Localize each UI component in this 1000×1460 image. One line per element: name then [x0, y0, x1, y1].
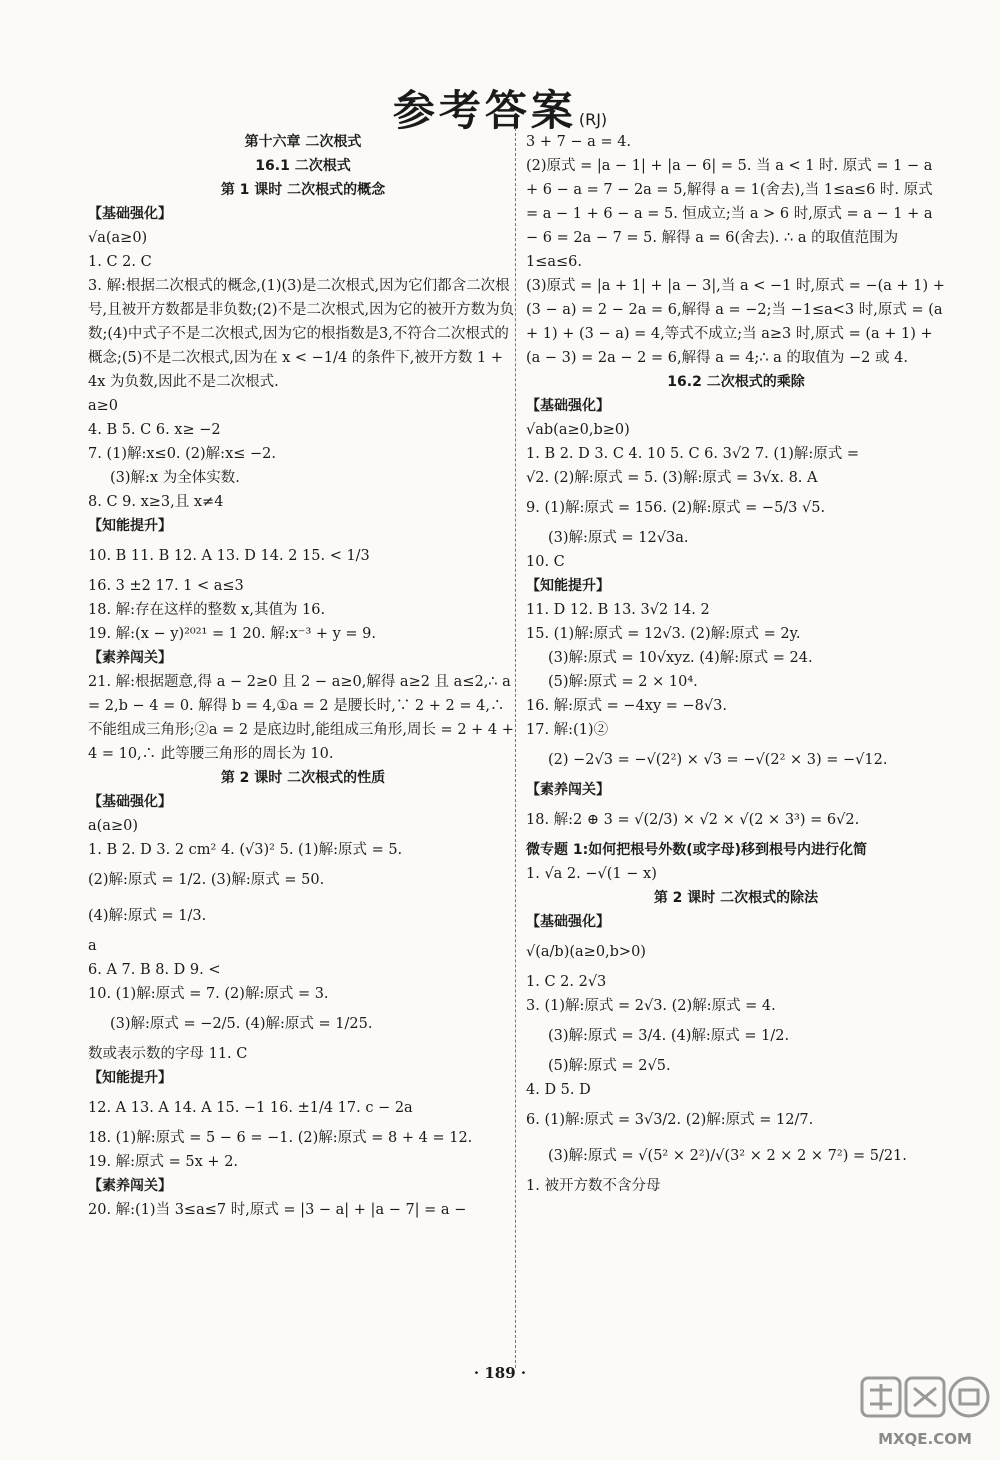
left-column [88, 130, 518, 1222]
left-answer-line: 3. 解:根据二次根式的概念,(1)(3)是二次根式,因为它们都含二次根号,且被开方数都是非负数;(2)不是二次根式,因为它的被开方数为负数;(4)中式子不是二次根式,因为它的根指数是3,不符合二次根式的概念;(5)不是二次根式,因为在 x < −1/4 的条件下,被开方数 1 + 4x 为负数,因此不是二次根式. [88, 278, 515, 390]
left-answer-line: √a(a≥0) [88, 230, 148, 246]
watermark-url: MXQE.COM [878, 1430, 972, 1448]
right-answer-line: (5)解:原式 = 2√5. [548, 1058, 671, 1074]
right-answer-line: 17. 解:(1)② [526, 722, 609, 738]
right-heading: 16.2 二次根式的乘除 [667, 374, 805, 390]
right-answer-line: 3. (1)解:原式 = 2√3. (2)解:原式 = 4. [526, 998, 776, 1014]
right-column [526, 130, 946, 1198]
watermark-stamp [856, 1374, 994, 1448]
left-answer-line: 4. B 5. C 6. x≥ −2 [88, 422, 221, 438]
right-answer-line: 10. C [526, 554, 565, 570]
right-answer-line: (5)解:原式 = 2 × 10⁴. [548, 674, 698, 690]
right-answer-line: 4. D 5. D [526, 1082, 591, 1098]
page-number: · 189 · [473, 1364, 527, 1382]
right-answer-line: 11. D 12. B 13. 3√2 14. 2 [526, 602, 710, 618]
left-section-heading: 【知能提升】 [88, 1070, 172, 1086]
right-answer-line: √(a/b)(a≥0,b>0) [526, 944, 646, 960]
right-answer-line: 6. (1)解:原式 = 3√3/2. (2)解:原式 = 12/7. [526, 1112, 814, 1128]
right-answer-line: 16. 解:原式 = −4xy = −8√3. [526, 698, 727, 714]
right-answer-line: √ab(a≥0,b≥0) [526, 422, 630, 438]
right-answer-line: 15. (1)解:原式 = 12√3. (2)解:原式 = 2y. [526, 626, 801, 642]
right-answer-line: √2. (2)解:原式 = 5. (3)解:原式 = 3√x. 8. A [526, 470, 818, 486]
right-answer-line: (3)解:原式 = 3/4. (4)解:原式 = 1/2. [548, 1028, 790, 1044]
right-answer-line: 3 + 7 − a = 4. [526, 134, 632, 150]
left-answer-line: (2)解:原式 = 1/2. (3)解:原式 = 50. [88, 872, 325, 888]
left-answer-line: 1. C 2. C [88, 254, 152, 270]
right-answer-line: (2) −2√3 = −√(2²) × √3 = −√(2² × 3) = −√12. [548, 752, 888, 768]
left-answer-line: 20. 解:(1)当 3≤a≤7 时,原式 = |3 − a| + |a − 7| = a − [88, 1202, 467, 1218]
left-answer-line: 19. 解:(x − y)²⁰²¹ = 1 20. 解:x⁻³ + y = 9. [88, 626, 377, 642]
left-answer-line: 1. B 2. D 3. 2 cm² 4. (√3)² 5. (1)解:原式 = 5. [88, 842, 403, 858]
right-answer-line: 9. (1)解:原式 = 156. (2)解:原式 = −5/3 √5. [526, 500, 826, 516]
right-heading: 第 2 课时 二次根式的除法 [653, 890, 819, 906]
right-answer-line: (2)原式 = |a − 1| + |a − 6| = 5. 当 a < 1 时. 原式 = 1 − a + 6 − a = 7 − 2a = 5,解得 a = 1(舍去),当 1≤a≤6 时. 原式 = a − 1 + 6 − a = 5. 恒成立;当 a > 6 时,原式 = a − 1 + a − 6 = 2a − 7 = 5. 解得 a = 6(舍去). ∴ a 的取值范围为 1≤a≤6. [526, 158, 933, 270]
page-title [0, 78, 1000, 138]
right-answer-line: 1. 被开方数不含分母 [526, 1178, 661, 1194]
left-section-heading: 【知能提升】 [88, 518, 172, 534]
left-answer-line: 12. A 13. A 14. A 15. −1 16. ±1/4 17. c − 2a [88, 1100, 413, 1116]
right-section-heading: 【基础强化】 [526, 398, 610, 414]
right-answer-line: 1. B 2. D 3. C 4. 10 5. C 6. 3√2 7. (1)解:原式 = [526, 446, 860, 462]
left-heading: 16.1 二次根式 [255, 158, 351, 174]
right-section-heading: 【知能提升】 [526, 578, 610, 594]
right-answer-line: 18. 解:2 ⊕ 3 = √(2/3) × √2 × √(2 × 3³) = 6√2. [526, 812, 860, 828]
right-section-heading: 微专题 1:如何把根号外数(或字母)移到根号内进行化简 [526, 842, 868, 858]
left-answer-line: 7. (1)解:x≤0. (2)解:x≤ −2. [88, 446, 276, 462]
left-answer-line: (3)解:原式 = −2/5. (4)解:原式 = 1/25. [110, 1016, 373, 1032]
right-answer-line: 1. √a 2. −√(1 − x) [526, 866, 657, 882]
left-section-heading: 【基础强化】 [88, 206, 172, 222]
left-answer-line: 16. 3 ±2 17. 1 < a≤3 [88, 578, 244, 594]
left-section-heading: 【素养闯关】 [88, 1178, 172, 1194]
left-answer-line: (3)解:x 为全体实数. [110, 470, 240, 486]
left-answer-line: 8. C 9. x≥3,且 x≠4 [88, 494, 224, 510]
right-section-heading: 【基础强化】 [526, 914, 610, 930]
left-answer-line: 19. 解:原式 = 5x + 2. [88, 1154, 239, 1170]
left-answer-line: 6. A 7. B 8. D 9. < [88, 962, 221, 978]
left-section-heading: 【基础强化】 [88, 794, 172, 810]
left-answer-line: 21. 解:根据题意,得 a − 2≥0 且 2 − a≥0,解得 a≥2 且 a≤2,∴ a = 2,b − 4 = 0. 解得 b = 4,①a = 2 是腰长时,∵ 2 + 2 = 4,∴ 不能组成三角形;②a = 2 是底边时,能组成三角形,周长 = 2 + 4 + 4 = 10,∴ 此等腰三角形的周长为 10. [88, 674, 514, 762]
right-answer-line: (3)解:原式 = 10√xyz. (4)解:原式 = 24. [548, 650, 813, 666]
left-answer-line: 18. 解:存在这样的整数 x,其值为 16. [88, 602, 326, 618]
left-answer-line: a [88, 938, 97, 954]
title-subtitle: (RJ) [578, 110, 608, 129]
title-text: 参考答案 [392, 86, 577, 135]
left-answer-line: 18. (1)解:原式 = 5 − 6 = −1. (2)解:原式 = 8 + 4 = 12. [88, 1130, 473, 1146]
right-answer-line: (3)解:原式 = 12√3a. [548, 530, 689, 546]
left-answer-line: 数或表示数的字母 11. C [88, 1046, 248, 1062]
left-heading: 第十六章 二次根式 [244, 134, 362, 150]
left-section-heading: 【素养闯关】 [88, 650, 172, 666]
watermark-logo-icon [856, 1374, 994, 1430]
left-heading: 第 1 课时 二次根式的概念 [220, 182, 386, 198]
left-answer-line: a(a≥0) [88, 818, 138, 834]
left-answer-line: a≥0 [88, 398, 119, 414]
left-answer-line: (4)解:原式 = 1/3. [88, 908, 207, 924]
left-answer-line: 10. B 11. B 12. A 13. D 14. 2 15. < 1/3 [88, 548, 370, 564]
right-answer-line: (3)解:原式 = √(5² × 2²)/√(3² × 2 × 2 × 7²) = 5/21. [548, 1148, 907, 1164]
left-heading: 第 2 课时 二次根式的性质 [220, 770, 386, 786]
right-answer-line: (3)原式 = |a + 1| + |a − 3|,当 a < −1 时,原式 = −(a + 1) + (3 − a) = 2 − 2a = 6,解得 a = −2;当 −1≤a<3 时,原式 = (a + 1) + (3 − a) = 4,等式不成立;当 a≥3 时,原式 = (a + 1) + (a − 3) = 2a − 2 = 6,解得 a = 4;∴ a 的取值为 −2 或 4. [526, 278, 945, 366]
left-answer-line: 10. (1)解:原式 = 7. (2)解:原式 = 3. [88, 986, 329, 1002]
right-answer-line: 1. C 2. 2√3 [526, 974, 607, 990]
right-section-heading: 【素养闯关】 [526, 782, 610, 798]
